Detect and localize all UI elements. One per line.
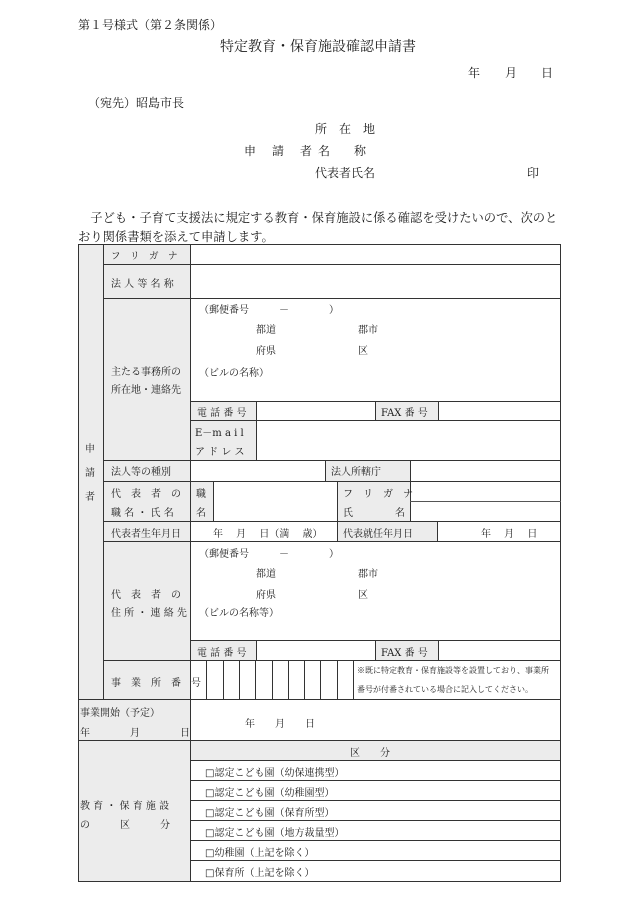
office-number-divider xyxy=(206,660,207,699)
shi-label: 氏 xyxy=(343,508,353,519)
office-no-note-2: 番号が付番されている場合に記入してください。 xyxy=(357,685,533,694)
intro-line-1: 子ども・子育て支援法に規定する教育・保育施設に係る確認を受けたいので、次のと xyxy=(78,211,558,225)
category-option[interactable]: □認定こども園（幼稚園型） xyxy=(205,788,335,799)
category-option[interactable]: □認定こども園（保育所型） xyxy=(205,808,335,819)
office-number-divider xyxy=(255,660,256,699)
facility-label-1: 教 育 ・ 保 育 施 設 xyxy=(80,801,170,812)
office-number-divider xyxy=(353,660,354,699)
corp-office-label: 法人所轄庁 xyxy=(331,467,381,478)
birth-label: 代表者生年月日 xyxy=(111,529,181,540)
building-2: （ビルの名称等） xyxy=(199,608,279,619)
birth-value: 年 月 日（満 歳） xyxy=(213,529,323,540)
intro-line-2: おり関係書類を添えて申請します。 xyxy=(78,230,274,244)
office-label-2: 所在地・連絡先 xyxy=(111,385,181,396)
seal-mark: 印 xyxy=(527,166,540,180)
name-label: 名 称 xyxy=(318,144,367,158)
form-number: 第１号様式（第２条関係） xyxy=(78,18,223,32)
fuken-2: 府県 xyxy=(256,590,276,601)
office-no-label: 事 業 所 番 号 xyxy=(111,678,201,689)
appoint-value: 年 月 日 xyxy=(481,529,538,540)
side-label-1: 申 xyxy=(85,444,95,455)
appoint-label: 代表就任年月日 xyxy=(343,529,413,540)
representative-label: 代表者氏名 xyxy=(315,166,376,180)
mei2-label: 名 xyxy=(395,508,405,519)
category-option[interactable]: □認定こども園（幼保連携型） xyxy=(205,768,345,779)
ku-1: 区 xyxy=(358,346,368,357)
side-label-2: 請 xyxy=(85,468,95,479)
email-label-1: E－m a i l xyxy=(195,428,244,439)
office-number-divider xyxy=(320,660,321,699)
facility-label-2: の 区 分 xyxy=(80,820,170,831)
applicant-label: 申 請 者 xyxy=(244,144,315,158)
page-title: 特定教育・保育施設確認申請書 xyxy=(220,39,416,55)
office-number-divider xyxy=(223,660,224,699)
fax-label-1: FAX 番 号 xyxy=(381,408,428,419)
tel-label-2: 電 話 番 号 xyxy=(197,648,247,659)
postal-1: （郵便番号 － ） xyxy=(199,305,339,316)
shigun-1: 郡市 xyxy=(358,325,378,336)
shoku-label: 職 xyxy=(196,489,206,500)
addressee: （宛先）昭島市長 xyxy=(88,96,185,110)
shigun-2: 郡市 xyxy=(358,569,378,580)
rep-addr-label-1: 代 表 者 の xyxy=(111,590,181,601)
corp-name-label: 法 人 等 名 称 xyxy=(111,279,174,290)
furigana-short-label: フ リ ガ ナ xyxy=(343,489,413,500)
start-value: 年 月 日 xyxy=(245,719,315,730)
location-label: 所 在 地 xyxy=(315,122,376,136)
start-label-2: 年 月 日 xyxy=(80,728,190,739)
email-label-2: ア ド レ ス xyxy=(195,447,245,458)
office-number-divider xyxy=(337,660,338,699)
postal-2: （郵便番号 － ） xyxy=(199,549,339,560)
fuken-1: 府県 xyxy=(256,346,276,357)
date-month: 月 xyxy=(505,66,518,80)
date-day: 日 xyxy=(541,66,554,80)
furigana-label: フ リ ガ ナ xyxy=(111,251,178,262)
rep-label-2: 職 名 ・ 氏 名 xyxy=(111,508,174,519)
side-label-3: 者 xyxy=(85,492,95,503)
office-no-note-1: ※既に特定教育・保育施設等を設置しており、事業所 xyxy=(357,666,549,675)
office-number-divider xyxy=(304,660,305,699)
date-year: 年 xyxy=(468,66,481,80)
office-number-divider xyxy=(288,660,289,699)
category-option[interactable]: □認定こども園（地方裁量型） xyxy=(205,828,345,839)
office-label-1: 主たる事務所の xyxy=(111,367,181,378)
rep-label-1: 代 表 者 の xyxy=(111,489,181,500)
category-option[interactable]: □幼稚園（上記を除く） xyxy=(205,848,315,859)
category-header: 区 分 xyxy=(350,748,390,759)
category-option[interactable]: □保育所（上記を除く） xyxy=(205,868,315,879)
office-number-divider xyxy=(239,660,240,699)
mei-label: 名 xyxy=(196,508,206,519)
ku-2: 区 xyxy=(358,590,368,601)
fax-label-2: FAX 番 号 xyxy=(381,648,428,659)
rep-addr-label-2: 住 所 ・ 連 絡 先 xyxy=(111,608,187,619)
start-label-1: 事業開始（予定） xyxy=(80,708,160,719)
todo-2: 都道 xyxy=(256,569,276,580)
building-1: （ビルの名称） xyxy=(199,368,269,379)
office-number-divider xyxy=(272,660,273,699)
todo-1: 都道 xyxy=(256,325,276,336)
corp-type-label: 法人等の種別 xyxy=(111,467,171,478)
tel-label-1: 電 話 番 号 xyxy=(197,408,247,419)
